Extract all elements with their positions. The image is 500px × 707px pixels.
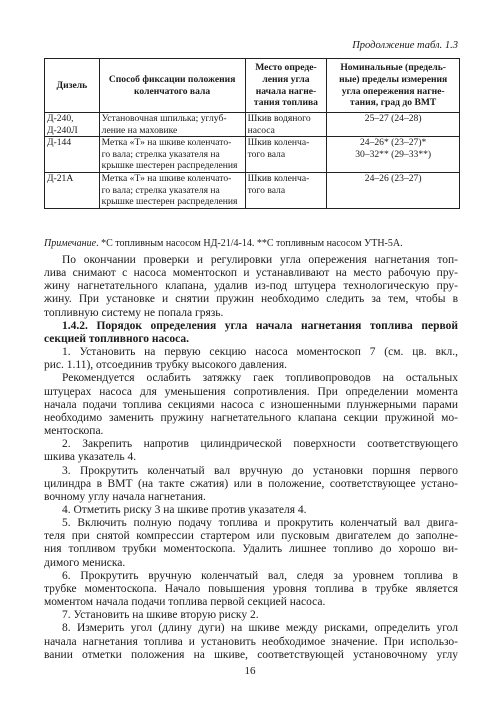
header-nominal-limits: Номинальные (предель- ные) пределы измерения угла опережения нагне- тания, град до ВМТ: [327, 59, 460, 113]
cell-values: 25–27 (24–28): [327, 113, 460, 137]
table-row: [45, 172, 460, 208]
table-row: [45, 113, 460, 137]
step-8: 8. Измерить угол (длину дуги) на шкиве между рисками, определить угол начала нагнетания топлива и установить необходимое значение. При использо- вании отметки положения на шкиве, соответствующей установочному углу: [44, 622, 458, 661]
header-diesel: Дизель: [45, 59, 100, 113]
step-2: 2. Закрепить напротив цилиндрической поверхности соответствующего шкива указатель 4.: [44, 438, 458, 464]
table-row: [45, 137, 460, 173]
page-number: 16: [244, 665, 256, 677]
step-1: 1. Установить на первую секцию насоса моментоскоп 7 (см. цв. вкл., рис. 1.11), отсоединив трубку высокого давления.: [44, 346, 458, 372]
section-heading: 1.4.2. Порядок определения угла начала нагнетания топлива первой секцией топливного насоса.: [44, 319, 458, 345]
cell-method: Метка «Т» на шкиве коленчато- го вала; стрелка указателя на крышке шестерен распределения: [99, 137, 245, 173]
header-fixation-method: Способ фиксации положения коленчатого вала: [99, 59, 245, 113]
table-header-row: [45, 59, 460, 113]
table-note: [44, 238, 460, 249]
cell-diesel: Д-240, Д-240Л: [45, 113, 100, 137]
cell-place: Шкив коленча- того вала: [245, 137, 327, 173]
cell-method: Установочная шпилька; углуб- ление на маховике: [99, 113, 245, 137]
step-7: 7. Установить на шкиве вторую риску 2.: [62, 609, 259, 622]
step-5: 5. Включить полную подачу топлива и прокрутить коленчатый вал двига- теля при снятой компрессии стартером или пусковым двигателем до заполне- ния топливом трубки моментоскопа. Удалить лишнее топливо до хорошо ви- димого мениска.: [44, 517, 458, 569]
note-label: Примечание: [44, 238, 97, 249]
cell-place: Шкив водяного насоса: [245, 113, 327, 137]
recommendation-paragraph: Рекомендуется ослабить затяжку гаек топливопроводов на остальных штуцерах насоса для уменьшения сопротивления. При определении момента начала подачи топлива секциями насоса с изношенными плунжерными парами необходимо заменить пружину нагнетательного клапана секции пружиной мо- ментоскопа.: [44, 372, 458, 438]
step-6: 6. Прокрутить вручную коленчатый вал, следя за уровнем топлива в трубке моментоскопа. Начало повышения уровня топлива в трубке является моментом начала подачи топлива первой секцией насоса.: [44, 569, 458, 609]
header-measurement-place: Место опреде- ления угла начала нагне- тания топлива: [245, 59, 327, 113]
cell-place: Шкив коленча- того вала: [245, 172, 327, 208]
cell-values: 24–26 (23–27): [327, 172, 460, 208]
paragraph-after-adjustment: По окончании проверки и регулировки угла опережения нагнетания топ- лива снимают с насоса моментоскоп и устанавливают на место рабочую пру- жину нагнетательного клапана, удалив из-под штуцера технологическую пру- жину. При установке и снятии пружин необходимо следить за тем, чтобы в топливную систему не попала грязь.: [44, 254, 458, 319]
table-continuation-label: Продолжение табл. 1.3: [352, 40, 458, 51]
cell-method: Метка «Т» на шкиве коленчато- го вала; стрелка указателя на крышке шестерен распределения: [99, 172, 245, 208]
note-text: . *С топливным насосом НД-21/4-14. **С топливным насосом УТН-5А.: [96, 238, 403, 249]
body-text: [44, 254, 458, 662]
cell-diesel: Д-21А: [45, 172, 100, 208]
injection-angle-table: [44, 58, 460, 209]
cell-values: 24–26* (23–27)* 30–32** (29–33**): [327, 137, 460, 173]
step-3: 3. Прокрутить коленчатый вал вручную до установки поршня первого цилиндра в ВМТ (на такте сжатия) или в положение, соответствующее устано- вочному углу начала нагнетания.: [44, 464, 458, 503]
step-4: 4. Отметить риску 3 на шкиве против указателя 4.: [62, 503, 307, 516]
cell-diesel: Д-144: [45, 137, 100, 173]
